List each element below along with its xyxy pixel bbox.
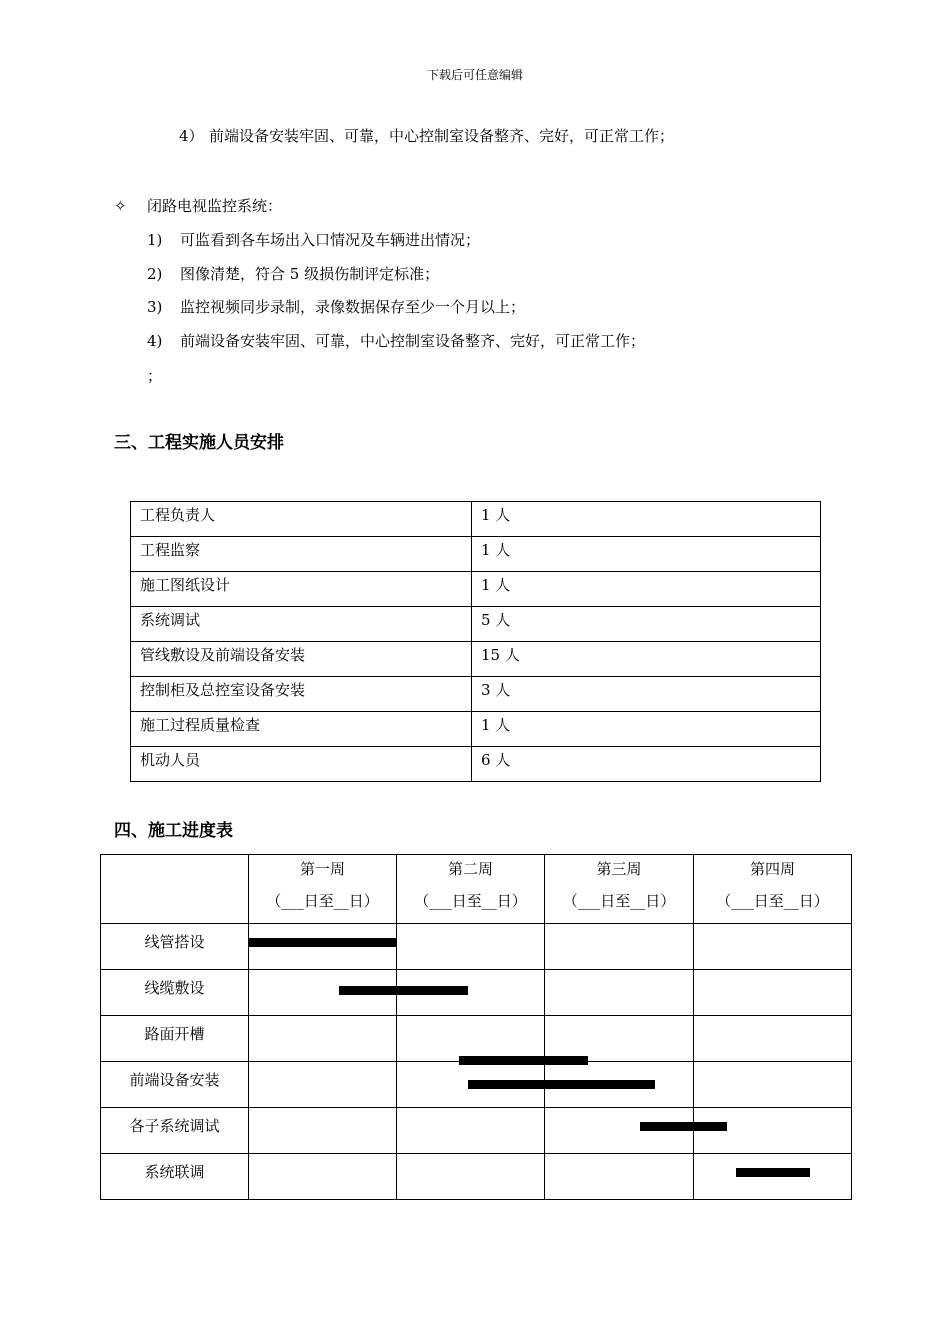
gantt-bar bbox=[459, 1056, 588, 1065]
cctv-item-text: 监控视频同步录制，录像数据保存至少一个月以上； bbox=[180, 298, 526, 316]
cctv-item-text: 可监看到各车场出入口情况及车辆进出情况； bbox=[180, 231, 481, 249]
task-cell bbox=[101, 924, 249, 970]
week-name: 第二周 bbox=[447, 860, 493, 878]
count-cell: 1 人 bbox=[472, 712, 821, 747]
task-name: 前端设备安装 bbox=[129, 1071, 220, 1089]
cctv-item-number: 2) bbox=[147, 265, 163, 283]
count-cell: 3 人 bbox=[472, 677, 821, 712]
task-cell bbox=[101, 1154, 249, 1200]
table-row bbox=[131, 712, 821, 747]
cctv-item-number: 3) bbox=[147, 298, 163, 316]
task-cell bbox=[101, 1108, 249, 1154]
corner-cell bbox=[101, 855, 249, 924]
staff-table bbox=[130, 501, 821, 782]
count-cell: 1 人 bbox=[472, 572, 821, 607]
gantt-bar bbox=[736, 1168, 810, 1177]
week-range: （___日至__日） bbox=[266, 892, 379, 910]
table-row bbox=[131, 537, 821, 572]
role-cell: 控制柜及总控室设备安装 bbox=[131, 677, 472, 712]
week-range: （___日至__日） bbox=[562, 892, 676, 910]
count-cell: 15 人 bbox=[472, 642, 821, 677]
page-header: 下载后可任意编辑 bbox=[426, 68, 523, 82]
task-name: 系统联调 bbox=[144, 1163, 205, 1181]
task-name: 路面开槽 bbox=[144, 1025, 205, 1043]
week-name: 第一周 bbox=[299, 860, 345, 878]
cctv-item-number: 4) bbox=[147, 332, 163, 350]
week-range: （___日至__日） bbox=[414, 892, 527, 910]
schedule-table bbox=[100, 854, 852, 1200]
week-name: 第三周 bbox=[596, 860, 642, 878]
role-cell: 系统调试 bbox=[131, 607, 472, 642]
intro-item-text: 前端设备安装牢固、可靠，中心控制室设备整齐、完好，可正常工作； bbox=[209, 127, 675, 145]
task-name: 线管搭设 bbox=[144, 933, 205, 951]
task-name: 各子系统调试 bbox=[129, 1117, 220, 1135]
table-row bbox=[131, 502, 821, 537]
stray-punctuation: ； bbox=[147, 367, 163, 385]
week-name: 第四周 bbox=[749, 860, 795, 878]
table-row bbox=[131, 607, 821, 642]
section4-title: 四、施工进度表 bbox=[114, 821, 233, 841]
gantt-bar bbox=[468, 1080, 655, 1089]
intro-item-number: 4） bbox=[179, 127, 204, 145]
week-range: （___日至__日） bbox=[716, 892, 829, 910]
task-cell bbox=[101, 970, 249, 1016]
week-header bbox=[249, 855, 397, 924]
cctv-title: 闭路电视监控系统： bbox=[147, 197, 283, 215]
gantt-bar bbox=[339, 986, 468, 995]
diamond-star-icon: ✧ bbox=[114, 197, 127, 215]
cctv-item-number: 1) bbox=[147, 231, 163, 249]
role-cell: 施工图纸设计 bbox=[131, 572, 472, 607]
schedule-row bbox=[101, 970, 852, 1016]
schedule-row bbox=[101, 924, 852, 970]
role-cell: 工程负责人 bbox=[131, 502, 472, 537]
week-header bbox=[545, 855, 694, 924]
count-cell: 1 人 bbox=[472, 502, 821, 537]
task-cell bbox=[101, 1016, 249, 1062]
count-cell: 1 人 bbox=[472, 537, 821, 572]
task-cell bbox=[101, 1062, 249, 1108]
section3-title: 三、工程实施人员安排 bbox=[114, 433, 284, 453]
role-cell: 机动人员 bbox=[131, 747, 472, 782]
cctv-item-text: 前端设备安装牢固、可靠，中心控制室设备整齐、完好，可正常工作； bbox=[180, 332, 646, 350]
gantt-bar bbox=[640, 1122, 727, 1131]
week-header bbox=[694, 855, 852, 924]
role-cell: 施工过程质量检查 bbox=[131, 712, 472, 747]
schedule-row bbox=[101, 1108, 852, 1154]
cctv-item-text: 图像清楚，符合 5 级损伤制评定标准； bbox=[180, 265, 440, 283]
role-cell: 工程监察 bbox=[131, 537, 472, 572]
gantt-bar bbox=[249, 938, 397, 947]
task-name: 线缆敷设 bbox=[144, 979, 205, 997]
count-cell: 6 人 bbox=[472, 747, 821, 782]
table-row bbox=[131, 747, 821, 782]
table-row bbox=[131, 642, 821, 677]
schedule-header-row bbox=[101, 855, 852, 924]
week-header bbox=[397, 855, 545, 924]
count-cell: 5 人 bbox=[472, 607, 821, 642]
table-row bbox=[131, 677, 821, 712]
table-row bbox=[131, 572, 821, 607]
role-cell: 管线敷设及前端设备安装 bbox=[131, 642, 472, 677]
schedule-row bbox=[101, 1154, 852, 1200]
